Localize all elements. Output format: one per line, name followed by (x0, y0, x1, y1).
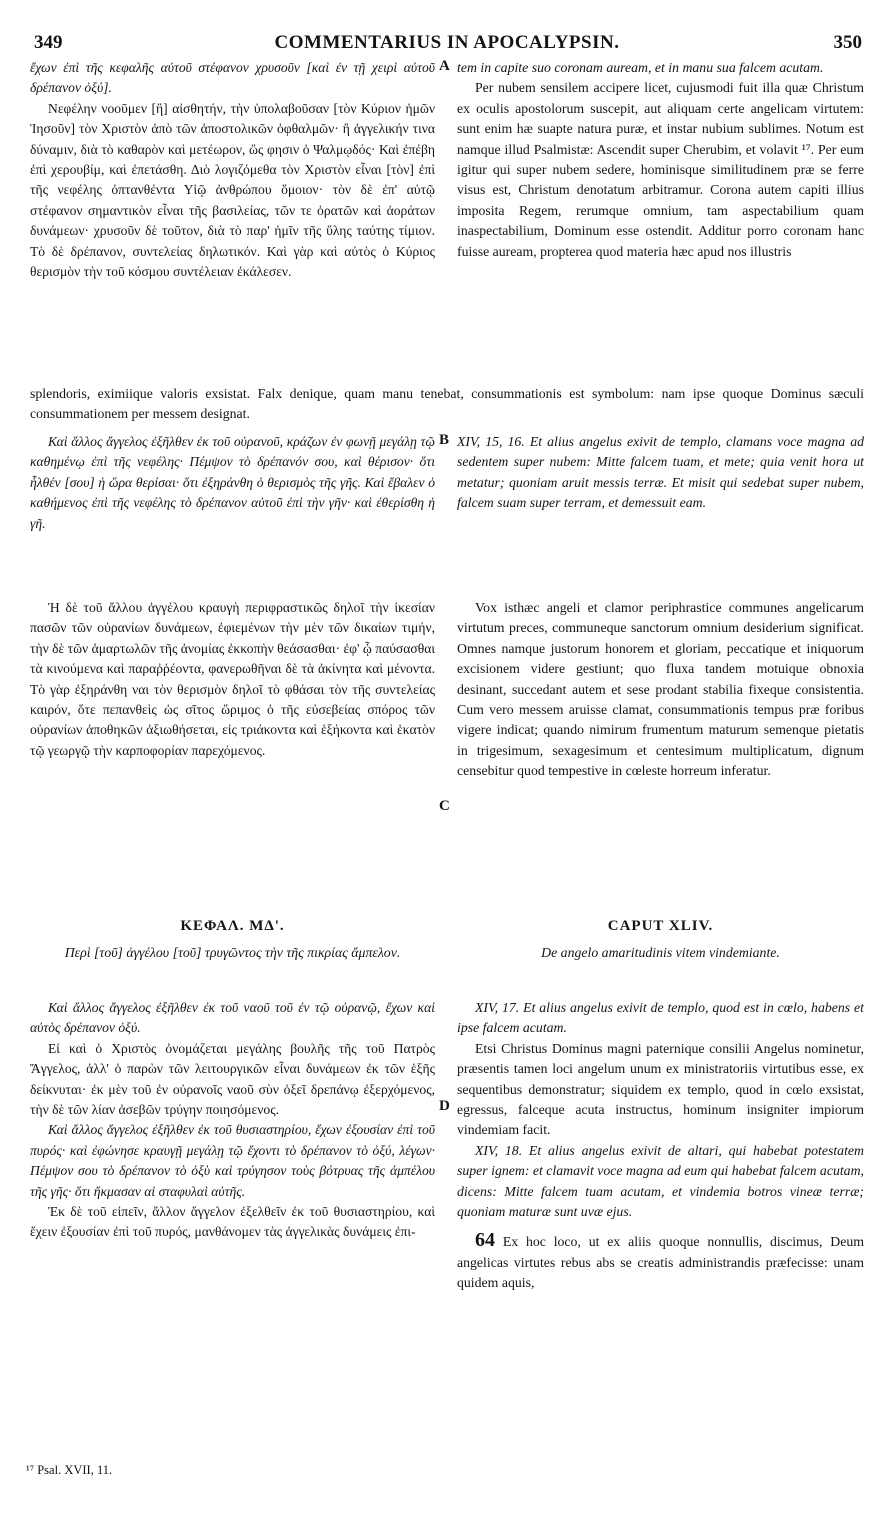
block-b (30, 432, 864, 598)
running-head: COMMENTARIUS IN APOCALYPSIN. (274, 32, 620, 53)
greek-verse: Καὶ ἄλλος ἄγγελος ἐξῆλθεν ἐκ τοῦ οὐρανοῦ, κράζων ἐν φωνῇ μεγάλῃ τῷ καθημένῳ ἐπὶ τῆς νεφέλης· Πέμψον τὸ δρέπανόν σου, καὶ θέρισον· ὅτι ἦλθέν [σου] ἡ ὥρα θερίσαι· ὅτι ἐξηράνθη ὁ θερισμὸς τῆς γῆς. Καὶ ἔβαλεν ὁ καθήμενος ἐπὶ τῆς νεφέλης τὸ δρέπανον αὐτοῦ ἐπὶ τὴν γῆν· καὶ ἐθερίσθη ἡ γῆ. (30, 434, 435, 531)
latin-full-width-text: splendoris, eximiique valoris exsistat. Falx denique, quam manu tenebat, consummationis est symbolum: nam ipse quoque Dominus sæculi consummationem per messem designat. (30, 386, 864, 422)
block-a (30, 58, 864, 384)
greek-chapter-subtitle: Περὶ [τοῦ] ἀγγέλου [τοῦ] τρυγῶντος τὴν τῆς πικρίας ἄμπελον. (64, 945, 401, 960)
footnote: ¹⁷ Psal. XVII, 11. (26, 1463, 113, 1477)
page-number-left: 349 (34, 32, 63, 53)
greek-chapter-title: ΚΕΦΑΛ. ΜΔ'. (180, 918, 285, 934)
latin-verse: tem in capite suo coronam auream, et in manu sua falcem acutam. (457, 60, 824, 75)
latin-verse: XIV, 17. Et alius angelus exivit de templo, quod est in cœlo, habens et ipse falcem acutam. (457, 1000, 864, 1036)
latin-chapter-title: CAPUT XLIV. (607, 918, 714, 934)
greek-verse: ἔχων ἐπὶ τῆς κεφαλῆς αὐτοῦ στέφανον χρυσοῦν [καὶ ἐν τῇ χειρὶ αὐτοῦ δρέπανον ὀξύ]. (30, 60, 435, 96)
greek-verse: Καὶ ἄλλος ἄγγελος ἐξῆλθεν ἐκ τοῦ θυσιαστηρίου, ἔχων ἐξουσίαν ἐπὶ τοῦ πυρός· καὶ ἐφώνησε κραυγῇ μεγάλῃ τῷ ἔχοντι τὸ δρέπανον τὸ ὀξύ, λέγων· Πέμψον σου τὸ δρέπανον τὸ ὀξὺ καὶ τρύγησον τοὺς βότρυας τῆς ἀμπέλου τῆς γῆς· ὅτι ἤκμασαν αἱ σταφυλαὶ αὐτῆς. (30, 1122, 435, 1199)
greek-commentary: Εἰ καὶ ὁ Χριστὸς ὀνομάζεται μεγάλης βουλῆς τῆς τοῦ Πατρὸς Ἄγγελος, ἀλλ' ὁ παρὼν τῶν λειτουργικῶν εἶναι δυνάμεων ἐκ τῶν ἑξῆς δείκνυται· ἐκ μὲν τοῦ ἐν οὐρανοῖς ναοῦ σὺν ὀξεῖ δρεπάνῳ ἐξερχόμενος, τὴν δὲ τῶν λίαν ἀσεβῶν τρύγην ποιησόμενος. (30, 1040, 435, 1118)
latin-commentary: Vox isthæc angeli et clamor periphrastice communes angelicarum virtutum preces, communeque sanctorum omnium desiderium significat. Omnes namque justorum honorem et gloriam, peccatique et iniquorum excisionem videre gestiunt; quo fluxa tandem motuique obnoxia desinant, succedant autem et sese prodant stabilia fixeque consistentia. Cum vero messem aruisse clamat, consummationis tempus præ foribus vigere indicat; quando nimirum frumentum maturum semenque pietatis in trigesimum, sexagesimum et centesimum multiplicatum, dignum censebitur quod tempestive in cœleste horreum inferatur. (457, 600, 864, 779)
page (30, 30, 864, 1510)
latin-column-c (457, 598, 864, 782)
page-header (30, 30, 864, 58)
greek-column-c (30, 598, 435, 761)
block-c (30, 598, 864, 918)
greek-column-b (30, 432, 435, 534)
chapter-heading (30, 918, 864, 998)
page-number-right: 350 (833, 32, 862, 53)
latin-commentary-text: Ex hoc loco, ut ex aliis quoque nonnullis, discimus, Deum angelicas virtutes rebus abs se creatis administrandis præfecisse: unam quidem aquis, (457, 1234, 865, 1291)
latin-column-d (457, 998, 864, 1294)
latin-commentary: Etsi Christus Dominus magni paternique consilii Angelus nominetur, præsentis tamen loci angelum unum ex ministratoriis virtutibus esse, ex sequentibus demonstratur; siquidem ex templo, quod in cœlo exsistat, egressus, falceque acuta instructus, hominum insigniter impiorum vindemiam facit. (457, 1040, 864, 1138)
latin-commentary: Per nubem sensilem accipere licet, cujusmodi fuit illa quæ Christum ex oculis apostolorum suscepit, aut aliquam certe angelicam virtutem: sunt enim hæ suapte natura puræ, et instar nubium sublimes. Notum est namque illud Psalmistæ: Ascendit super Cherubim, et volavit ¹⁷. Per eum igitur qui super nubem sedere, hominisque similitudinem præ se ferre visus est, Christum denotatum arbitramur. Corona autem capiti illius imposita Regem, rerumque omnium, tam aspectabilium quam inaspectabilium, Dominum esse ostendit. Additur porro coronam hanc fuisse auream, propterea quod materia hæc apud nos illustris (457, 80, 864, 259)
margin-marker-b: B (439, 432, 450, 448)
latin-column-b (457, 432, 864, 514)
latin-column-a (457, 58, 864, 262)
greek-commentary: Ἡ δὲ τοῦ ἄλλου ἀγγέλου κραυγὴ περιφραστικῶς δηλοῖ τὴν ἱκεσίαν πασῶν τῶν οὐρανίων δυνάμεων, ἐφιεμένων τὴν μὲν τῶν δικαίων τιμήν, τὴν δὲ τῶν ἁμαρτωλῶν τῆς ἀνομίας ἐκκοπὴν θεάσασθαι· ἐφ' ᾧ παύσασθαι τὰ κινούμενα καὶ παραῤῥέοντα, φανερωθῆναι δὲ τὰ ἀκίνητα καὶ μένοντα. Τὸ γὰρ ἐξηράνθη ναι τὸν θερισμὸν δηλοῖ τὸ φθάσαι τὸν τῆς συντελείας καιρόν, ὅτε πεπανθεὶς ὡς σῖτος ὥριμος ὁ τῆς εὐσεβείας σπόρος τῶν οὐρανίων ἀποθηκῶν ἀξιωθήσεται, εἰς τριάκοντα καὶ ἑξήκοντα καὶ ἑκατὸν τῷ γεωργῷ τὴν καρποφορίαν παρεχόμενος. (30, 600, 435, 758)
full-width-line (30, 384, 864, 432)
greek-column-d (30, 998, 435, 1243)
latin-chapter-subtitle: De angelo amaritudinis vitem vindemiante. (541, 945, 780, 960)
greek-chapter-heading (30, 918, 435, 969)
section-number: 64 (475, 1229, 495, 1252)
margin-marker-d: D (439, 1098, 450, 1114)
greek-commentary: Νεφέλην νοοῦμεν [ἢ] αἰσθητήν, τὴν ὑπολαβοῦσαν [τὸν Κύριον ἡμῶν Ἰησοῦν] τὸν Χριστὸν ἀπὸ τῶν ἀποστολικῶν ὀφθαλμῶν· ἢ ἀγγελικήν τινα δύναμιν, διὰ τὸ καθαρὸν καὶ μετέωρον, ὥς φησιν ὁ Ψαλμῳδός· Καὶ ἐπέβη ἐπὶ χερουβίμ, καὶ ἐπετάσθη. Διὸ λογιζόμεθα τὸν Χριστὸν εἶναι [τὸν] ἐπὶ τῆς νεφέλης ὀπτανθέντα Υἱῷ ἀνθρώπου ὅμοιον· τὸν δὲ ἐπ' αὐτῷ στέφανον σημαντικὸν εἶναι τῆς βασιλείας, τῶν τε ὁρατῶν καὶ ἀοράτων δυνάμεων· χρυσοῦν δὲ τοῦτον, διὰ τὸ παρ' ἡμῖν τῆς ὕλης ταύτης τίμιον. Τὸ δὲ δρέπανον, συντελείας δηλωτικόν. Καὶ γὰρ καὶ αὐτὸς ὁ Κύριος θερισμὸν τὴν τοῦ κόσμου συντέλειαν ἐκάλεσεν. (30, 100, 435, 280)
latin-commentary (457, 1230, 864, 1293)
margin-marker-c: C (439, 798, 450, 814)
greek-verse: Καὶ ἄλλος ἄγγελος ἐξῆλθεν ἐκ τοῦ ναοῦ τοῦ ἐν τῷ οὐρανῷ, ἔχων καὶ αὐτὸς δρέπανον ὀξύ. (30, 1000, 435, 1036)
greek-commentary: Ἐκ δὲ τοῦ εἰπεῖν, ἄλλον ἄγγελον ἐξελθεῖν ἐκ τοῦ θυσιαστηρίου, καὶ ἔχειν ἐξουσίαν ἐπὶ τοῦ πυρός, μανθάνομεν τὰς ἀγγελικὰς δυνάμεις ἐπι- (30, 1204, 435, 1240)
block-d (30, 998, 864, 1418)
margin-marker-a: A (439, 58, 450, 74)
latin-verse: XIV, 18. Et alius angelus exivit de altari, qui habebat potestatem super ignem: et clamavit voce magna ad eum qui habebat falcem acutam, dicens: Mitte falcem tuam acutam, et vindemia botros vineæ terræ; quoniam maturæ sunt uvæ ejus. (457, 1142, 864, 1220)
latin-verse: XIV, 15, 16. Et alius angelus exivit de templo, clamans voce magna ad sedentem super nubem: Mitte falcem tuam, et mete; quia venit hora ut metatur; quoniam aruit messis terræ. Et misit qui sedebat super nubem, falcem suam super terram, et demessuit eam. (457, 434, 864, 511)
greek-column-a (30, 58, 435, 282)
latin-chapter-heading (457, 918, 864, 969)
